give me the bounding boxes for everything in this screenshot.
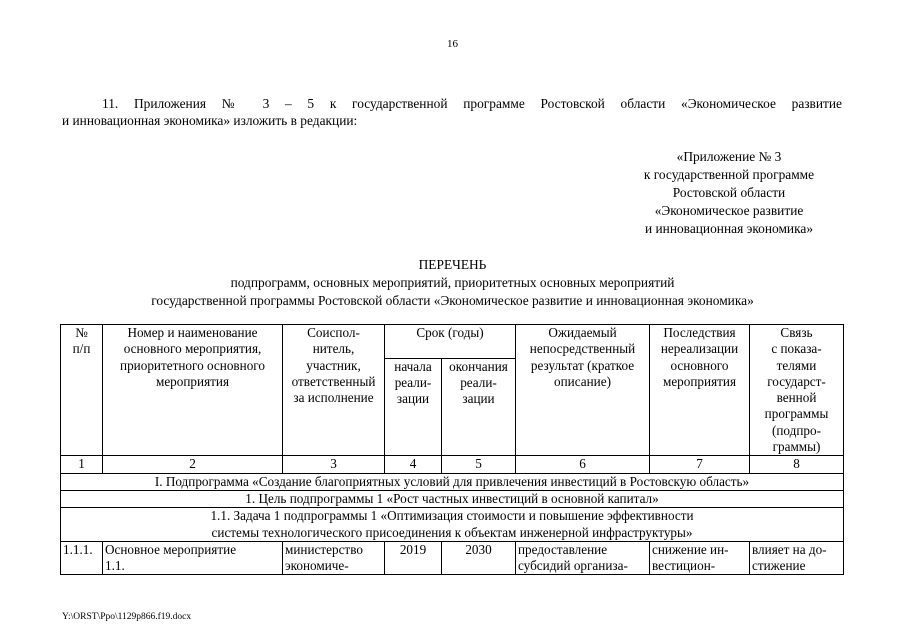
intro-paragraph bbox=[62, 95, 842, 129]
header-link: Связь с показа- телями государст- венной программы (подпро- граммы) bbox=[750, 325, 844, 456]
heading-subtitle-2: государственной программы Ростовской области «Экономическое развитие и инновационная экономика» bbox=[151, 293, 754, 308]
page-number: 16 bbox=[447, 38, 458, 50]
header-result: Ожидаемый непосредственный результат (краткое описание) bbox=[516, 325, 650, 456]
heading-subtitle-1: подпрограмм, основных мероприятий, приоритетных основных мероприятий bbox=[230, 275, 675, 290]
heading-title: ПЕРЕЧЕНЬ bbox=[418, 257, 487, 272]
row-start: 2019 bbox=[385, 541, 442, 575]
programs-table bbox=[60, 324, 844, 575]
appendix-line-1: «Приложение № 3 bbox=[676, 149, 782, 164]
header-start: начала реали- зации bbox=[385, 358, 442, 456]
document-heading bbox=[0, 256, 905, 310]
col-number: 6 bbox=[516, 456, 650, 473]
header-consequence: Последствия нереализации основного мероприятия bbox=[650, 325, 750, 456]
header-num: № п/п bbox=[61, 325, 103, 456]
col-number: 5 bbox=[442, 456, 516, 473]
appendix-header bbox=[600, 148, 858, 238]
col-number: 2 bbox=[103, 456, 283, 473]
intro-line-1: 11. Приложения № 3 – 5 к государственной программе Ростовской области «Экономическое развитие bbox=[102, 96, 842, 111]
table-number-row bbox=[61, 456, 844, 473]
row-num: 1.1.1. bbox=[61, 541, 103, 575]
section-row-task: 1.1. Задача 1 подпрограммы 1 «Оптимизация стоимости и повышение эффективности системы технологического присоединения к объектам инженерной инфраструктуры» bbox=[61, 508, 844, 542]
header-term: Срок (годы) bbox=[385, 325, 516, 359]
col-number: 8 bbox=[750, 456, 844, 473]
header-name: Номер и наименование основного мероприятия, приоритетного основного мероприятия bbox=[103, 325, 283, 456]
appendix-line-5: и инновационная экономика» bbox=[644, 221, 814, 236]
col-number: 7 bbox=[650, 456, 750, 473]
row-link: влияет на до- стижение bbox=[750, 541, 844, 575]
header-end: окончания реали- зации bbox=[442, 358, 516, 456]
row-consequence: снижение ин- вестицион- bbox=[650, 541, 750, 575]
row-end: 2030 bbox=[442, 541, 516, 575]
appendix-line-4: «Экономическое развитие bbox=[654, 203, 804, 218]
col-number: 4 bbox=[385, 456, 442, 473]
appendix-line-2: к государственной программе bbox=[643, 167, 815, 182]
col-number: 1 bbox=[61, 456, 103, 473]
table-header-row bbox=[61, 325, 844, 359]
intro-line-2: и инновационная экономика» изложить в редакции: bbox=[62, 113, 358, 128]
row-name: Основное мероприятие 1.1. bbox=[103, 541, 283, 575]
table-row bbox=[61, 541, 844, 575]
section-row-subprogram: I. Подпрограмма «Создание благоприятных условий для привлечения инвестиций в Ростовскую область» bbox=[61, 473, 844, 490]
section-row-goal: 1. Цель подпрограммы 1 «Рост частных инвестиций в основной капитал» bbox=[61, 490, 844, 507]
appendix-line-3: Ростовской области bbox=[672, 185, 786, 200]
col-number: 3 bbox=[283, 456, 385, 473]
row-executor: министерство экономиче- bbox=[283, 541, 385, 575]
row-result: предоставление субсидий организа- bbox=[516, 541, 650, 575]
file-path-footer: Y:\ORST\Ppo\1129p866.f19.docx bbox=[62, 612, 192, 622]
header-executor: Соиспол- нитель, участник, ответственный за исполнение bbox=[283, 325, 385, 456]
